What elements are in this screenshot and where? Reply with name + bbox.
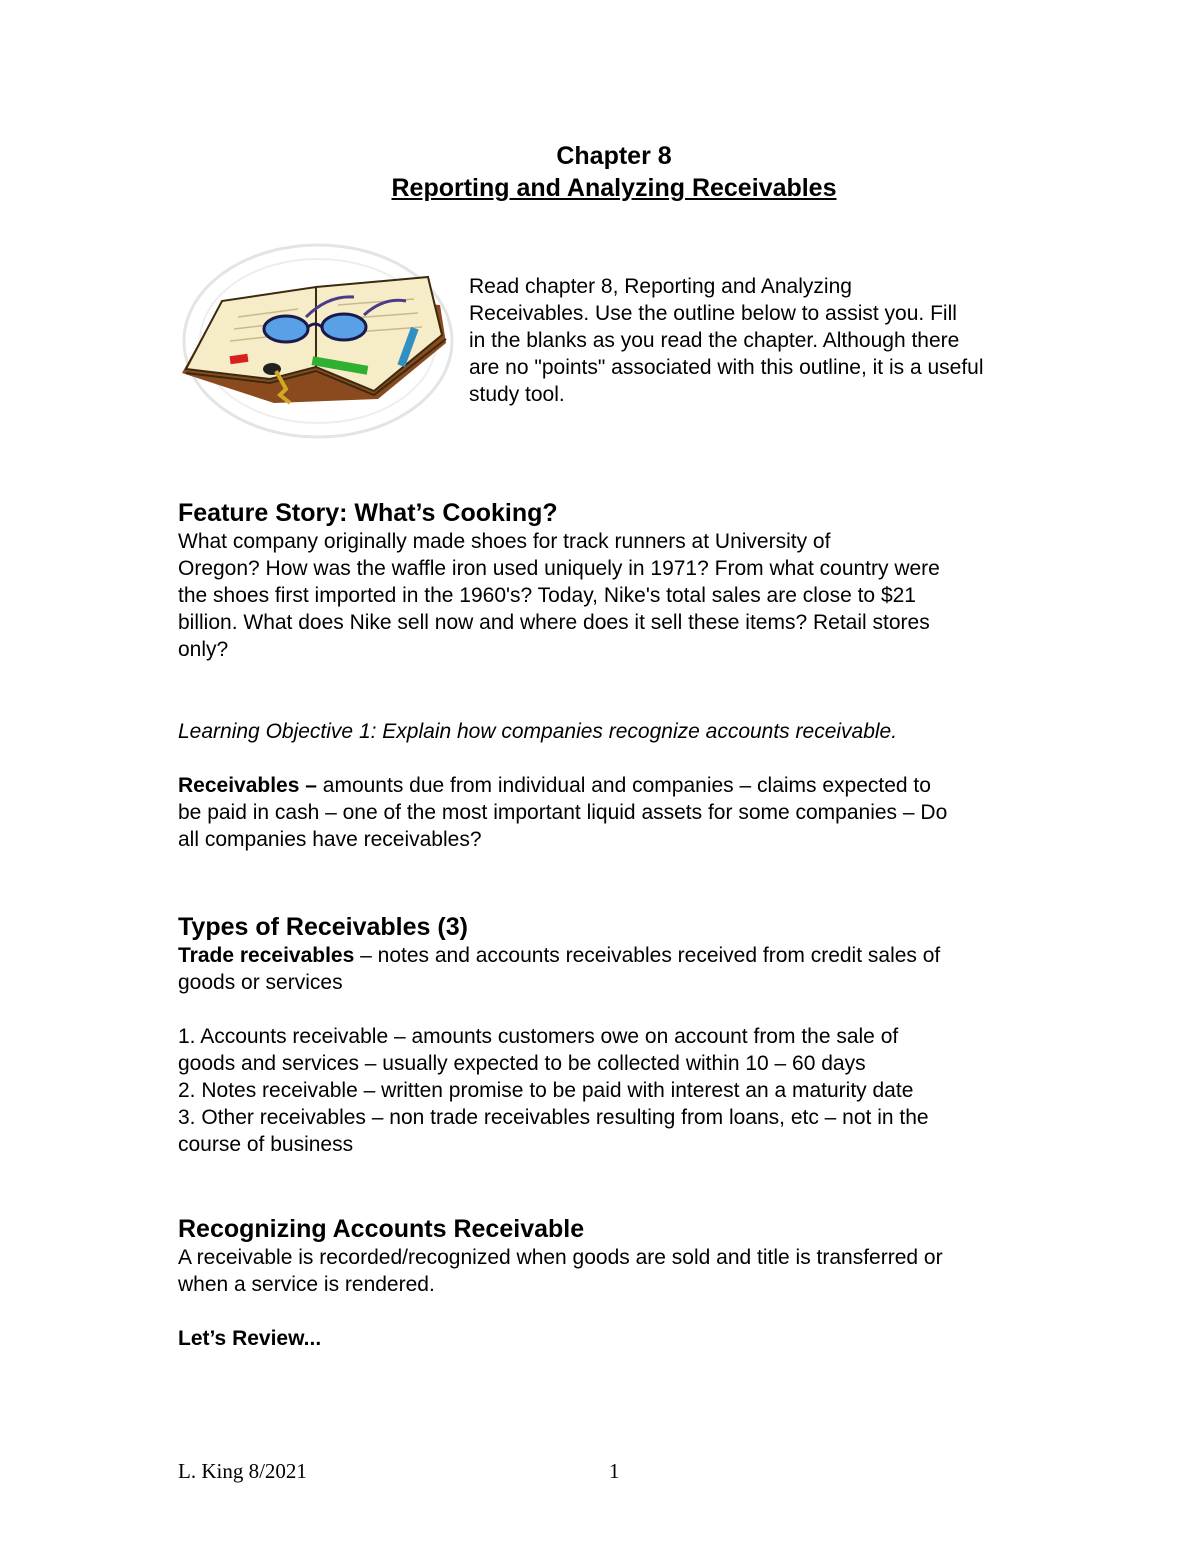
feature-line: billion. What does Nike sell now and where does it sell these items? Retail stores: [178, 611, 930, 634]
types-of-receivables-section: [178, 912, 1058, 1158]
types-heading: Types of Receivables (3): [178, 913, 468, 941]
learning-objective: Learning Objective 1: Explain how companies recognize accounts receivable.: [178, 720, 898, 743]
list-item: 2. Notes receivable – written promise to be paid with interest an a maturity date: [178, 1079, 914, 1102]
receivables-line: [178, 772, 1058, 799]
page-number: 1: [609, 1459, 620, 1483]
feature-line: the shoes first imported in the 1960's? Today, Nike's total sales are close to $21: [178, 584, 916, 607]
recognizing-section: [178, 1214, 1058, 1352]
list-item: 1. Accounts receivable – amounts customers owe on account from the sale of: [178, 1025, 899, 1048]
receivables-definition: [178, 772, 1058, 853]
footer-author: L. King 8/2021: [178, 1459, 307, 1483]
intro-line: Receivables. Use the outline below to assist you. Fill: [469, 302, 957, 325]
feature-line: What company originally made shoes for track runners at University of: [178, 530, 831, 553]
intro-line: study tool.: [469, 383, 565, 406]
receivables-line: all companies have receivables?: [178, 828, 482, 851]
recognizing-heading: Recognizing Accounts Receivable: [178, 1215, 585, 1243]
list-item: goods and services – usually expected to be collected within 10 – 60 days: [178, 1052, 866, 1075]
intro-line: Read chapter 8, Reporting and Analyzing: [469, 275, 852, 298]
recognizing-line: when a service is rendered.: [178, 1273, 435, 1296]
intro-paragraph: [469, 273, 1069, 408]
chapter-title: Chapter 8: [556, 142, 672, 170]
title-block: [0, 140, 1200, 204]
chapter-subtitle: Reporting and Analyzing Receivables: [391, 174, 837, 202]
feature-line: only?: [178, 638, 229, 661]
trade-receivables-term: Trade receivables: [178, 944, 355, 967]
recognizing-line: A receivable is recorded/recognized when goods are sold and title is transferred or: [178, 1246, 943, 1269]
feature-line: Oregon? How was the waffle iron used uniquely in 1971? From what country were: [178, 557, 940, 580]
open-book-with-glasses-icon: [178, 243, 456, 443]
trade-receivables-line: goods or services: [178, 971, 343, 994]
trade-receivables-line: [178, 942, 1058, 969]
receivables-line: be paid in cash – one of the most important liquid assets for some companies – Do: [178, 801, 948, 824]
intro-line: in the blanks as you read the chapter. Although there: [469, 329, 960, 352]
spacer: [178, 996, 1058, 1023]
lets-review-label: Let’s Review...: [178, 1327, 322, 1350]
feature-story-section: [178, 498, 1058, 663]
list-item: 3. Other receivables – non trade receivables resulting from loans, etc – not in the: [178, 1106, 929, 1129]
list-item: course of business: [178, 1133, 354, 1156]
receivables-term: Receivables –: [178, 774, 317, 797]
feature-story-heading: Feature Story: What’s Cooking?: [178, 499, 558, 527]
trade-receivables-rest: – notes and accounts receivables received from credit sales of: [354, 944, 941, 967]
spacer: [178, 1298, 1058, 1325]
receivables-line-rest: amounts due from individual and companies – claims expected to: [316, 774, 931, 797]
intro-line: are no "points" associated with this outline, it is a useful: [469, 356, 984, 379]
